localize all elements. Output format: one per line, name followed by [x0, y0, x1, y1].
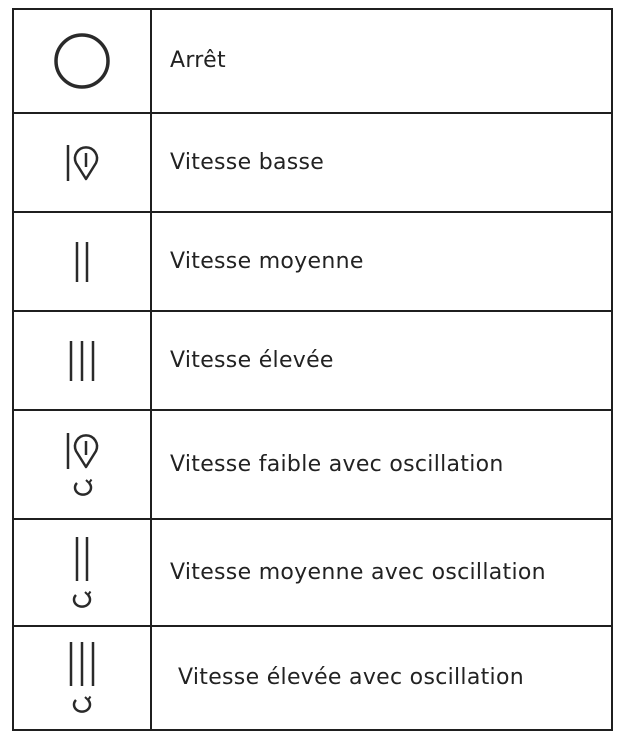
mode-label: Vitesse basse [151, 113, 612, 212]
speed-high-oscillation-icon [14, 636, 150, 720]
table-row [13, 9, 612, 113]
mode-label: Arrêt [151, 9, 612, 113]
table-row [13, 113, 612, 212]
table-row [13, 212, 612, 311]
mode-label: Vitesse moyenne avec oscillation [151, 519, 612, 626]
off-circle-icon [14, 29, 150, 93]
icon-cell [13, 311, 151, 410]
table-row [13, 311, 612, 410]
table-row [13, 519, 612, 626]
icon-cell [13, 212, 151, 311]
mode-label: Vitesse faible avec oscillation [151, 410, 612, 519]
speed-low-eco-leaf-icon [14, 133, 150, 193]
table-row [13, 410, 612, 519]
icon-cell [13, 626, 151, 730]
speed-medium-bars-icon [14, 232, 150, 292]
icon-cell [13, 113, 151, 212]
mode-label: Vitesse élevée avec oscillation [151, 626, 612, 730]
icon-cell [13, 9, 151, 113]
speed-medium-oscillation-icon [14, 531, 150, 615]
speed-high-bars-icon [14, 331, 150, 391]
icon-cell [13, 519, 151, 626]
fan-speed-table [12, 8, 613, 731]
icon-cell [13, 410, 151, 519]
mode-label: Vitesse moyenne [151, 212, 612, 311]
mode-label: Vitesse élevée [151, 311, 612, 410]
table-row [13, 626, 612, 730]
speed-low-oscillation-icon [14, 425, 150, 505]
